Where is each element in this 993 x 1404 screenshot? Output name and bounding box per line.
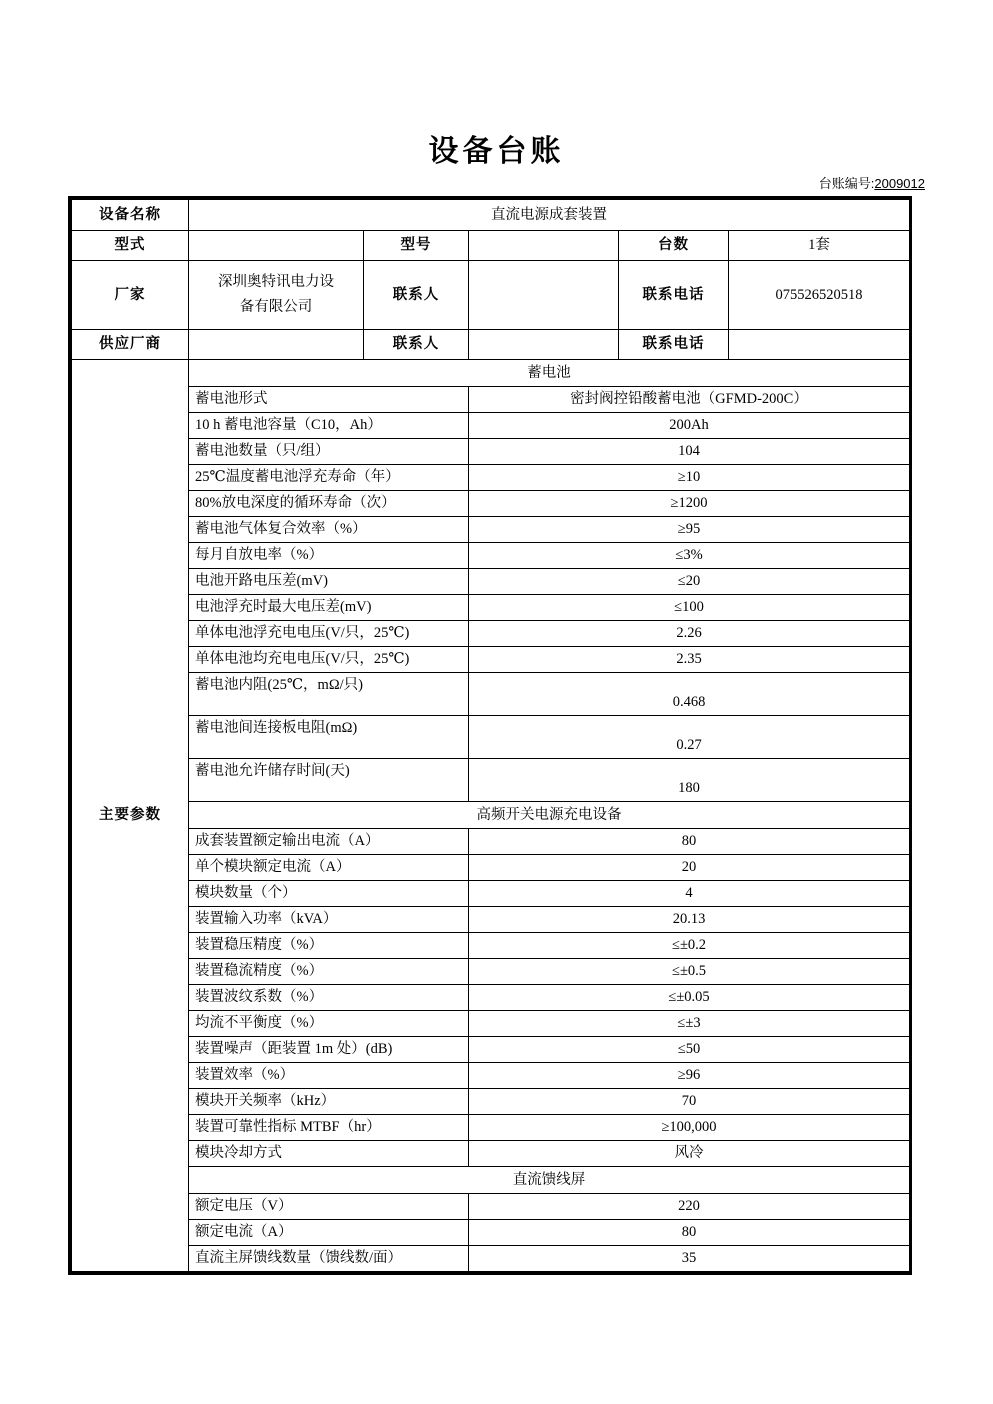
supplier-phone-value <box>729 330 910 360</box>
ledger-number <box>819 173 925 192</box>
parameter-value: 4 <box>469 881 910 907</box>
type-label: 型式 <box>72 231 189 261</box>
table-row-parameter <box>72 673 910 716</box>
contact-phone-value: 075526520518 <box>729 261 910 330</box>
parameter-label: 直流主屏馈线数量（馈线数/面） <box>189 1246 469 1272</box>
parameter-value: 80 <box>469 1220 910 1246</box>
parameter-value: 0.468 <box>469 673 910 716</box>
ledger-number-value: 2009012 <box>874 176 925 191</box>
table-row-parameter <box>72 1141 910 1167</box>
section-title: 高频开关电源充电设备 <box>189 802 910 829</box>
table-row-parameter <box>72 413 910 439</box>
table-row-parameter <box>72 647 910 673</box>
quantity-value: 1套 <box>729 231 910 261</box>
parameter-label: 蓄电池间连接板电阻(mΩ) <box>189 716 469 759</box>
table-row-parameter <box>72 959 910 985</box>
parameter-label: 装置噪声（距装置 1m 处）(dB) <box>189 1037 469 1063</box>
table-row-section-header <box>72 1167 910 1194</box>
table-row-parameter <box>72 881 910 907</box>
type-value <box>189 231 364 261</box>
table-row-parameter <box>72 1194 910 1220</box>
table-row-parameter <box>72 491 910 517</box>
parameter-value: 20 <box>469 855 910 881</box>
parameter-label: 25℃温度蓄电池浮充寿命（年） <box>189 465 469 491</box>
table-row-parameter <box>72 1011 910 1037</box>
parameter-value: ≤20 <box>469 569 910 595</box>
parameter-value: ≥96 <box>469 1063 910 1089</box>
parameter-label: 单体电池均充电电压(V/只，25℃) <box>189 647 469 673</box>
parameter-label: 80%放电深度的循环寿命（次） <box>189 491 469 517</box>
section-title: 直流馈线屏 <box>189 1167 910 1194</box>
supplier-value <box>189 330 364 360</box>
parameter-label: 装置效率（%） <box>189 1063 469 1089</box>
parameter-value: 2.35 <box>469 647 910 673</box>
parameter-value: 80 <box>469 829 910 855</box>
model-label: 型号 <box>364 231 469 261</box>
table-row-parameter <box>72 985 910 1011</box>
parameter-label: 装置可靠性指标 MTBF（hr） <box>189 1115 469 1141</box>
contact-person-label: 联系人 <box>364 261 469 330</box>
table-row-parameter <box>72 621 910 647</box>
table-row-parameter <box>72 1246 910 1272</box>
parameter-label: 单个模块额定电流（A） <box>189 855 469 881</box>
table-row-parameter <box>72 439 910 465</box>
page-title: 设备台账 <box>428 135 565 168</box>
parameter-value: ≤±0.05 <box>469 985 910 1011</box>
parameter-value: ≥1200 <box>469 491 910 517</box>
parameter-value: 20.13 <box>469 907 910 933</box>
parameter-value: ≤±0.5 <box>469 959 910 985</box>
table-row-parameter <box>72 855 910 881</box>
equipment-name-label: 设备名称 <box>72 200 189 231</box>
table-row-parameter <box>72 465 910 491</box>
parameter-label: 蓄电池形式 <box>189 387 469 413</box>
table-row-parameter <box>72 907 910 933</box>
table-row-parameter <box>72 1037 910 1063</box>
parameter-label: 蓄电池允许储存时间(天) <box>189 759 469 802</box>
table-row-parameter <box>72 569 910 595</box>
parameter-value: ≤100 <box>469 595 910 621</box>
parameter-value: ≤3% <box>469 543 910 569</box>
parameter-value: 0.27 <box>469 716 910 759</box>
table-row-parameter <box>72 716 910 759</box>
main-params-label: 主要参数 <box>72 360 189 1272</box>
table-row-parameter <box>72 1063 910 1089</box>
table-row-parameter <box>72 759 910 802</box>
supplier-label: 供应厂商 <box>72 330 189 360</box>
parameter-value: ≥95 <box>469 517 910 543</box>
table-row-parameter <box>72 543 910 569</box>
supplier-contact-label: 联系人 <box>364 330 469 360</box>
manufacturer-label: 厂家 <box>72 261 189 330</box>
parameter-label: 装置稳压精度（%） <box>189 933 469 959</box>
supplier-contact-value <box>469 330 619 360</box>
table-row-manufacturer <box>72 261 910 330</box>
parameter-label: 模块开关频率（kHz） <box>189 1089 469 1115</box>
parameter-value: ≤±3 <box>469 1011 910 1037</box>
contact-phone-label: 联系电话 <box>619 261 729 330</box>
table-row-parameter <box>72 517 910 543</box>
parameter-label: 均流不平衡度（%） <box>189 1011 469 1037</box>
parameter-label: 装置稳流精度（%） <box>189 959 469 985</box>
parameter-label: 额定电流（A） <box>189 1220 469 1246</box>
parameter-label: 额定电压（V） <box>189 1194 469 1220</box>
section-title: 蓄电池 <box>189 360 910 387</box>
table-row-parameter <box>72 1115 910 1141</box>
table-row-parameter <box>72 387 910 413</box>
table-row-equipment-name <box>72 200 910 231</box>
parameter-label: 单体电池浮充电电压(V/只，25℃) <box>189 621 469 647</box>
parameter-value: 密封阀控铅酸蓄电池（GFMD-200C） <box>469 387 910 413</box>
parameter-label: 蓄电池气体复合效率（%） <box>189 517 469 543</box>
parameter-value: ≤50 <box>469 1037 910 1063</box>
parameter-label: 装置波纹系数（%） <box>189 985 469 1011</box>
parameter-label: 蓄电池内阻(25℃，mΩ/只) <box>189 673 469 716</box>
parameter-value: ≤±0.2 <box>469 933 910 959</box>
table-row-section-header <box>72 360 910 387</box>
parameter-value: ≥100,000 <box>469 1115 910 1141</box>
parameter-value: 2.26 <box>469 621 910 647</box>
parameter-value: 风冷 <box>469 1141 910 1167</box>
table-row-parameter <box>72 1089 910 1115</box>
table-row-section-header <box>72 802 910 829</box>
manufacturer-name-line1: 深圳奥特讯电力设 <box>218 273 334 290</box>
parameter-label: 蓄电池数量（只/组） <box>189 439 469 465</box>
parameter-value: 104 <box>469 439 910 465</box>
parameter-value: 200Ah <box>469 413 910 439</box>
table-row-parameter <box>72 1220 910 1246</box>
table-row-type <box>72 231 910 261</box>
manufacturer-value <box>189 261 364 330</box>
quantity-label: 台数 <box>619 231 729 261</box>
parameter-label: 模块数量（个） <box>189 881 469 907</box>
contact-person-value <box>469 261 619 330</box>
parameter-value: 180 <box>469 759 910 802</box>
parameter-value: 220 <box>469 1194 910 1220</box>
parameter-label: 模块冷却方式 <box>189 1141 469 1167</box>
ledger-number-label: 台账编号: <box>818 176 875 191</box>
table-row-parameter <box>72 595 910 621</box>
parameter-label: 电池浮充时最大电压差(mV) <box>189 595 469 621</box>
table-row-supplier <box>72 330 910 360</box>
parameter-label: 装置输入功率（kVA） <box>189 907 469 933</box>
parameter-label: 成套装置额定输出电流（A） <box>189 829 469 855</box>
parameter-label: 电池开路电压差(mV) <box>189 569 469 595</box>
supplier-phone-label: 联系电话 <box>619 330 729 360</box>
parameter-label: 10 h 蓄电池容量（C10，Ah） <box>189 413 469 439</box>
parameter-value: 35 <box>469 1246 910 1272</box>
manufacturer-name-line2: 备有限公司 <box>239 299 313 315</box>
parameter-value: 70 <box>469 1089 910 1115</box>
parameter-value: ≥10 <box>469 465 910 491</box>
table-row-parameter <box>72 933 910 959</box>
parameter-label: 每月自放电率（%） <box>189 543 469 569</box>
table-row-parameter <box>72 829 910 855</box>
model-value <box>469 231 619 261</box>
equipment-name-value: 直流电源成套装置 <box>189 200 910 231</box>
equipment-ledger-table <box>68 196 912 1275</box>
